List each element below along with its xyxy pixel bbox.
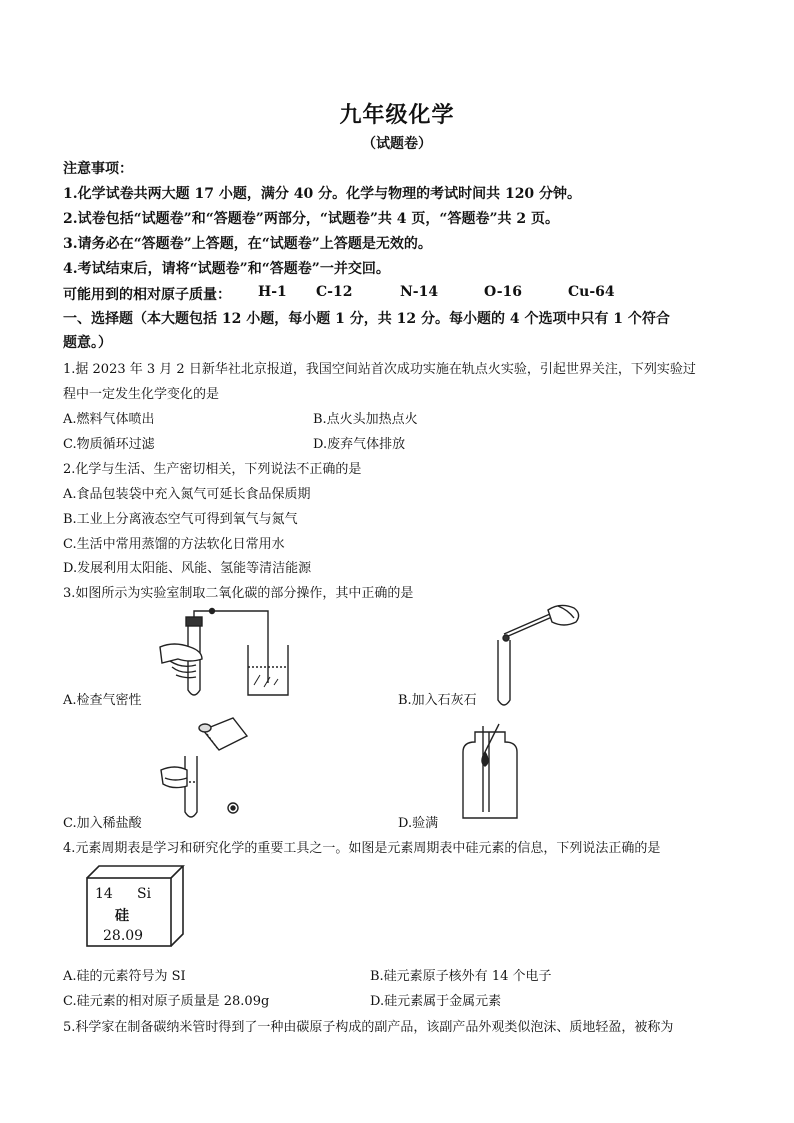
element-number: 14 xyxy=(95,886,113,902)
option-c: C.硅元素的相对原子质量是 28.09g xyxy=(63,994,270,1009)
notice-item: 3.请务必在“答题卷”上答题，在“试题卷”上答题是无效的。 xyxy=(63,236,432,252)
option-b: B.加入石灰石 xyxy=(398,693,477,708)
airtightness-figure xyxy=(150,605,300,705)
atomic-mass-value: N-14 xyxy=(400,284,439,300)
question-stem-cont: 程中一定发生化学变化的是 xyxy=(63,387,220,402)
option-b: B.工业上分离液态空气可得到氧气与氮气 xyxy=(63,512,298,527)
notice-heading: 注意事项： xyxy=(63,161,133,177)
element-name: 硅 xyxy=(115,908,129,924)
element-symbol: Si xyxy=(137,886,152,902)
hcl-figure xyxy=(155,712,265,822)
option-a: A.食品包装袋中充入氮气可延长食品保质期 xyxy=(63,487,311,502)
section-heading: 一、选择题（本大题包括 12 小题，每小题 1 分，共 12 分。每小题的 4 个选项中只有 1 个符合 xyxy=(63,311,670,327)
atomic-mass-value: C-12 xyxy=(316,284,353,300)
section-heading-cont: 题意。） xyxy=(63,335,112,351)
question-stem: 1.据 2023 年 3 月 2 日新华社北京报道，我国空间站首次成功实施在轨点火实验，引起世界关注，下列实验过 xyxy=(63,362,696,377)
option-a: A.检查气密性 xyxy=(63,693,142,708)
option-d: D.验满 xyxy=(398,816,439,831)
page-subtitle: （试题卷） xyxy=(362,136,432,152)
element-mass: 28.09 xyxy=(103,928,144,944)
option-a: A.燃料气体喷出 xyxy=(63,412,155,427)
option-b: B.硅元素原子核外有 14 个电子 xyxy=(370,969,552,984)
atomic-mass-value: Cu-64 xyxy=(568,284,615,300)
limestone-figure xyxy=(478,600,588,710)
atomic-mass-value: O-16 xyxy=(484,284,523,300)
option-c: C.生活中常用蒸馏的方法软化日常用水 xyxy=(63,537,285,552)
option-d: D.发展利用太阳能、风能、氢能等清洁能源 xyxy=(63,561,312,576)
notice-item: 1.化学试卷共两大题 17 小题，满分 40 分。化学与物理的考试时间共 120 分钟。 xyxy=(63,186,582,202)
question-stem: 2.化学与生活、生产密切相关，下列说法不正确的是 xyxy=(63,462,362,477)
notice-item: 4.考试结束后，请将“试题卷”和“答题卷”一并交回。 xyxy=(63,261,390,277)
atomic-mass-value: H-1 xyxy=(258,284,287,300)
option-d: D.废弃气体排放 xyxy=(313,437,406,452)
full-check-figure xyxy=(455,722,525,822)
question-stem: 5.科学家在制备碳纳米管时得到了一种由碳原子构成的副产品，该副产品外观类似泡沫、质地轻盈，被称为 xyxy=(63,1020,674,1035)
option-d: D.硅元素属于金属元素 xyxy=(370,994,502,1009)
option-b: B.点火头加热点火 xyxy=(313,412,418,427)
question-stem: 4.元素周期表是学习和研究化学的重要工具之一。如图是元素周期表中硅元素的信息，下列说法正确的是 xyxy=(63,841,661,856)
page-title: 九年级化学 xyxy=(339,102,455,128)
option-a: A.硅的元素符号为 SI xyxy=(63,969,186,984)
atomic-mass-label: 可能用到的相对原子质量： xyxy=(63,287,231,303)
question-stem: 3.如图所示为实验室制取二氧化碳的部分操作，其中正确的是 xyxy=(63,586,414,601)
option-c: C.加入稀盐酸 xyxy=(63,816,142,831)
option-c: C.物质循环过滤 xyxy=(63,437,155,452)
element-card xyxy=(75,858,185,950)
notice-item: 2.试卷包括“试题卷”和“答题卷”两部分，“试题卷”共 4 页，“答题卷”共 2 页。 xyxy=(63,211,560,227)
